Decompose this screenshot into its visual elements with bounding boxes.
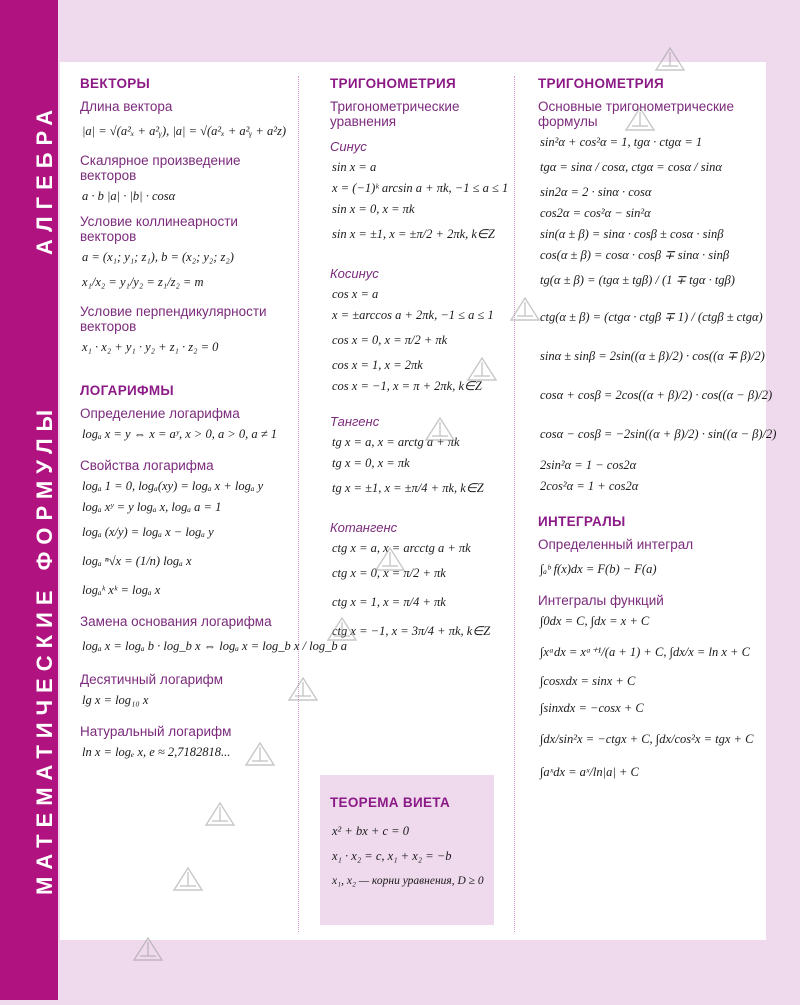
log-definition-title: Определение логарифма <box>80 406 240 421</box>
log-property-3: logₐ (x/y) = logₐ x − logₐ y <box>82 525 214 539</box>
cosine-formula-1: cos x = a <box>332 287 379 301</box>
cotangent-formula-4: ctg x = −1, x = 3π/4 + πk, k∈Z <box>332 624 491 638</box>
trig-formula-4: cos2α = cos²α − sin²α <box>540 206 651 220</box>
trig-equations-title: Тригонометрические уравнения <box>330 99 460 129</box>
perpendicular-formula: x₁ · x₂ + y₁ · y₂ + z₁ · z₂ = 0 <box>82 340 219 354</box>
watermark-stamp-icon <box>462 350 502 390</box>
dot-product-formula: a · b |a| · |b| · cosα <box>82 189 176 203</box>
definite-integral-formula: ∫ₐᵇ f(x)dx = F(b) − F(a) <box>540 562 657 576</box>
log-base-change-title: Замена основания логарифма <box>80 614 272 629</box>
definite-integral-title: Определенный интеграл <box>538 537 694 552</box>
section-trig-equations-heading: ТРИГОНОМЕТРИЯ <box>330 76 456 91</box>
watermark-stamp-icon <box>505 290 545 330</box>
watermark-stamp-icon <box>650 40 690 80</box>
sidebar-title-main: МАТЕМАТИЧЕСКИЕ ФОРМУЛЫ <box>32 402 57 895</box>
cosine-formula-4: cos x = 1, x = 2πk <box>332 358 423 372</box>
sine-formula-3: sin x = 0, x = πk <box>332 202 415 216</box>
log-property-2: logₐ xʸ = y logₐ x, logₐ a = 1 <box>82 500 222 514</box>
cosine-formula-3: cos x = 0, x = π/2 + πk <box>332 333 448 347</box>
watermark-stamp-icon <box>200 795 240 835</box>
tangent-formula-3: tg x = ±1, x = ±π/4 + πk, k∈Z <box>332 481 484 495</box>
watermark-stamp-icon <box>168 860 208 900</box>
collinear-title: Условие коллинеарности векторов <box>80 214 238 244</box>
vector-length-title: Длина вектора <box>80 99 173 114</box>
tangent-formula-2: tg x = 0, x = πk <box>332 456 410 470</box>
cotangent-formula-1: ctg x = a, x = arcctg a + πk <box>332 541 471 555</box>
trig-formula-7: tg(α ± β) = (tgα ± tgβ) / (1 ∓ tgα · tgβ) <box>540 273 735 287</box>
trig-formula-12: 2sin²α = 1 − cos2α <box>540 458 637 472</box>
watermark-stamp-icon <box>283 670 323 710</box>
vieta-formula-3: x₁, x₂ — корни уравнения, D ≥ 0 <box>332 875 484 887</box>
column-trig-integrals <box>528 62 777 940</box>
column-vectors-logs <box>70 62 347 940</box>
decimal-log-formula: lg x = log₁₀ x <box>82 693 149 707</box>
integral-formula-2: ∫xᵃdx = xᵃ⁺¹/(a + 1) + C, ∫dx/x = ln x + C <box>540 645 750 659</box>
section-integrals-heading: ИНТЕГРАЛЫ <box>538 514 626 529</box>
trig-formula-11: cosα − cosβ = −2sin((α + β)/2) · sin((α − β)/2) <box>540 427 777 441</box>
log-property-4: logₐ ⁿ√x = (1/n) logₐ x <box>82 554 192 568</box>
trig-formula-2: tgα = sinα / cosα, ctgα = cosα / sinα <box>540 160 722 174</box>
trig-formula-10: cosα + cosβ = 2cos((α + β)/2) · cos((α − β)/2) <box>540 388 773 402</box>
watermark-stamp-icon <box>370 540 410 580</box>
log-property-1: logₐ 1 = 0, logₐ(xy) = logₐ x + logₐ y <box>82 479 264 493</box>
sine-formula-2: x = (−1)ᵏ arcsin a + πk, −1 ≤ a ≤ 1 <box>332 181 509 195</box>
integral-formula-4: ∫sinxdx = −cosx + C <box>540 701 644 715</box>
log-properties-title: Свойства логарифма <box>80 458 214 473</box>
natural-log-title: Натуральный логарифм <box>80 724 232 739</box>
sidebar-title-top: АЛГЕБРА <box>32 102 57 255</box>
vector-length-formula: |a| = √(a²ₓ + a²ᵧ), |a| = √(a²ₓ + a²ᵧ + a²z) <box>82 124 287 138</box>
sine-formula-4: sin x = ±1, x = ±π/2 + 2πk, k∈Z <box>332 227 495 241</box>
sine-title: Синус <box>330 139 367 154</box>
cotangent-title: Котангенс <box>330 520 398 535</box>
log-property-5: logₐᵏ xᵏ = logₐ x <box>82 583 161 597</box>
sine-formula-1: sin x = a <box>332 160 377 174</box>
sidebar-band <box>0 0 58 1000</box>
trig-formula-8: ctg(α ± β) = (ctgα · ctgβ ∓ 1) / (ctgβ ± ctgα) <box>540 310 763 324</box>
log-definition-formula: logₐ x = y ⇔ x = aʸ, x > 0, a > 0, a ≠ 1 <box>82 427 277 441</box>
vieta-formula-1: x² + bx + c = 0 <box>332 824 409 838</box>
trig-formula-5: sin(α ± β) = sinα · cosβ ± cosα · sinβ <box>540 227 724 241</box>
watermark-stamp-icon <box>240 735 280 775</box>
trig-formula-13: 2cos²α = 1 + cos2α <box>540 479 639 493</box>
trig-formula-6: cos(α ± β) = cosα · cosβ ∓ sinα · sinβ <box>540 248 730 262</box>
trig-basic-title: Основные тригонометрические формулы <box>538 99 734 129</box>
decimal-log-title: Десятичный логарифм <box>80 672 224 687</box>
integral-formula-6: ∫aˣdx = aˣ/ln|a| + C <box>540 765 639 779</box>
section-vectors-heading: ВЕКТОРЫ <box>80 76 151 91</box>
cosine-formula-2: x = ±arccos a + 2πk, −1 ≤ a ≤ 1 <box>332 308 494 322</box>
integral-formula-3: ∫cosxdx = sinx + C <box>540 674 636 688</box>
tangent-title: Тангенс <box>330 414 380 429</box>
dot-product-title: Скалярное произведение векторов <box>80 153 241 183</box>
vieta-heading: ТЕОРЕМА ВИЕТА <box>330 795 451 810</box>
vieta-theorem-box <box>320 775 494 925</box>
cosine-title: Косинус <box>330 266 379 281</box>
watermark-stamp-icon <box>620 100 660 140</box>
column-divider-2 <box>514 76 515 932</box>
section-trig-basic-heading: ТРИГОНОМЕТРИЯ <box>538 76 664 91</box>
column-divider-1 <box>298 76 299 932</box>
section-logs-heading: ЛОГАРИФМЫ <box>80 383 174 398</box>
integral-formula-1: ∫0dx = C, ∫dx = x + C <box>540 614 650 628</box>
natural-log-formula: ln x = logₑ x, e ≈ 2,7182818... <box>82 745 231 759</box>
trig-formula-9: sinα ± sinβ = 2sin((α ± β)/2) · cos((α ∓ β)/2) <box>540 349 765 363</box>
log-base-change-formula: logₐ x = logₐ b · log_b x ⇔ logₐ x = log_b x / log_b a <box>82 639 347 653</box>
cotangent-formula-3: ctg x = 1, x = π/4 + πk <box>332 595 446 609</box>
watermark-stamp-icon <box>128 930 168 970</box>
cosine-formula-5: cos x = −1, x = π + 2πk, k∈Z <box>332 379 482 393</box>
sidebar-title <box>2 0 56 1000</box>
function-integrals-title: Интегралы функций <box>538 593 664 608</box>
watermark-stamp-icon <box>420 410 460 450</box>
trig-formula-1: sin²α + cos²α = 1, tgα · ctgα = 1 <box>540 135 703 149</box>
integral-formula-5: ∫dx/sin²x = −ctgx + C, ∫dx/cos²x = tgx + C <box>540 732 754 746</box>
collinear-formula-2: x₁/x₂ = y₁/y₂ = z₁/z₂ = m <box>82 275 204 289</box>
tangent-formula-1: tg x = a, x = arctg a + πk <box>332 435 460 449</box>
perpendicular-title: Условие перпендикулярности векторов <box>80 304 267 334</box>
collinear-formula-1: a = (x₁; y₁; z₁), b = (x₂; y₂; z₂) <box>82 250 234 264</box>
cotangent-formula-2: ctg x = 0, x = π/2 + πk <box>332 566 446 580</box>
trig-formula-3: sin2α = 2 · sinα · cosα <box>540 185 652 199</box>
watermark-stamp-icon <box>322 610 362 650</box>
vieta-formula-2: x₁ · x₂ = c, x₁ + x₂ = −b <box>332 849 452 863</box>
